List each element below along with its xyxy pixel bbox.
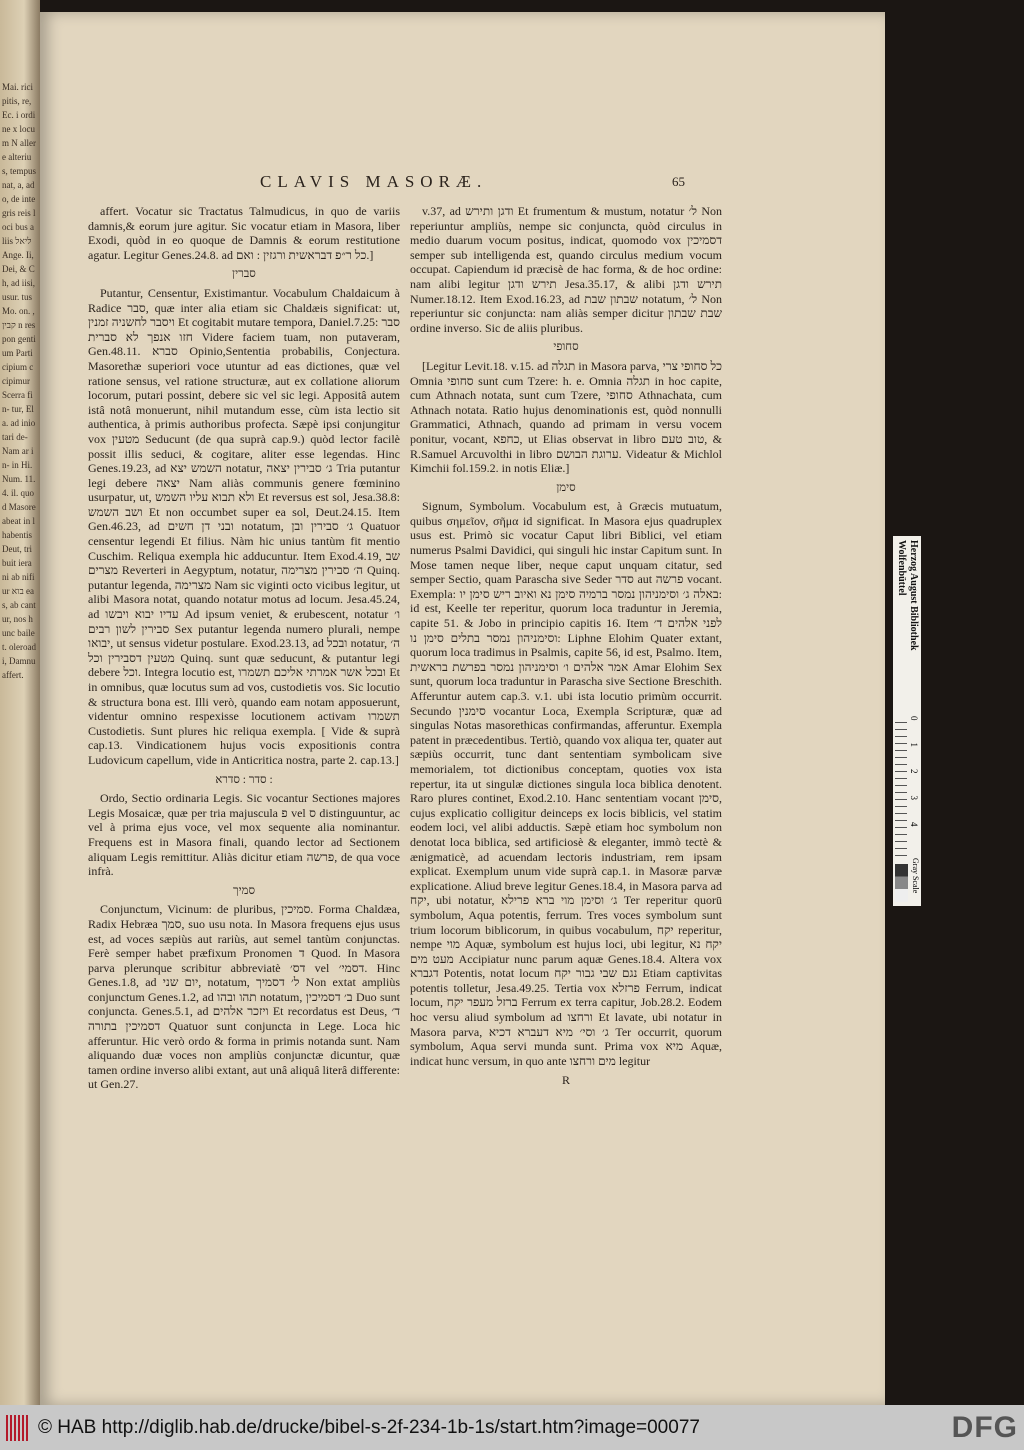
book-page <box>40 12 885 1405</box>
scale-city: Wolfenbüttel <box>896 540 907 596</box>
facing-page-edge <box>0 0 40 1405</box>
scale-institution <box>895 540 919 651</box>
ruler-numbers <box>909 716 919 849</box>
entry-heading: סמיך <box>232 884 256 897</box>
entry-heading: סחופי <box>553 341 579 354</box>
left-column <box>88 204 400 1097</box>
facing-page-fragments: Mai. ricipitis, re, Ec. i ordine x locum N allere alterius, tempus nat, a, ad o, de integris reis loci bus aliis ליאל Ange. Ii, Dei, & Ch, ad iisi, usur. tus Mo. on. ,קבין n respon gentium Participium ccipimur Scerra fin- tur, Ela. ad iniotari de- Nam ar in- in Hi. Num. 11.4. il. quod Masore abeat in l habentis Deut, tribuit ierani ab nifi ur בוא eas, ab cantur, nos hunc bailet. oleroad i, Damnu affert. <box>2 82 36 680</box>
paragraph: affert. Vocatur sic Tractatus Talmudicus, in quo de variis damnis,& eorum jure agitur. Sic vocatur etiam in Masora, liber Exodi, quòd in eo quoque de Damnis & eorum restitutione agatur. Legitur Genes.24.8. ad כל ר״פ דבראשית ורגזין : ואם.] <box>88 204 400 262</box>
ruler-number: 1 <box>909 742 919 769</box>
signature-mark: R <box>561 1073 570 1088</box>
ruler-number: 2 <box>909 769 919 796</box>
hab-logo-icon <box>6 1415 30 1441</box>
page-number: 65 <box>672 174 685 189</box>
gray-scale-label: Gray Scale <box>911 858 920 894</box>
paragraph: Ordo, Sectio ordinaria Legis. Sic vocantur Sectiones majores Legis Mosaicæ, quæ per tria majuscula פ vel ס distinguuntur, ac vel à prima ejus voce, vel mox sequente alia nominantur. Frequens est in Masora finali, quando lector ad Sectionem aliquam Legis remittitur. Aliàs dicitur etiam פרשה, de qua voce infrà. <box>88 791 400 879</box>
paragraph: Putantur, Censentur, Existimantur. Vocabulum Chaldaicum à Radice סבר, quæ inter alia etiam sic Chaldæis significat: ut, ויסבר לחשניה זמנין Et cogitabit mutare tempora, Daniel.7.25: סבר חזו אנפך לא סברית Videre faciem tuam, non putaveram, Gen.48.11. סברא Opinio,Sententia probabilis, Conjectura. Masorethæ superiori voce utuntur ad eas dictiones, quæ vel ratione sensus, vel ratione structuræ, aut ex collatione aliorum locorum, putari possint, debere sic vel sic legi. Appositâ autem istâ notâ monuerunt, nihil mutandum esse, cùm ista lectio sit authentica, à primis authoribus profecta. Sæpè ipsi conjungitur vox מטעין Seducunt (de qua suprà cap.9.) quòd lector facilè possit illis seduci, & cogitare, aliter esse legendas. Hinc Genes.19.23, ad השמש יצא notatur, ג׳ סבירין יצאה Tria putantur legi debere יצאה Nam aliàs communis genere fœminino usurpatur, ut, ולא תבוא עליו השמש Et reversus est sol, Jesa.38.8: ושב השמש Et non occumbet super ea sol, Deut.24.15. Item Gen.46.23, ad ובני דן חשים notatum, ג׳ סבירין ובן Quatuor censentur legendi Et filius. Nàm hic unius tantùm fit mentio Cuschim. Reliqua exempla hic adducuntur. Item Exod.4.19, שב מצרים Reverteri in Aegyptum, notatur, ה׳ סבירין מצרימה Quinq. putantur legenda, מצרימה Nam sic viginti octo vicibus legitur, ut alibi Masora notat, quando notatur motus ad locum. Jesa.45.24, ad עדיו יבוא ויבשו Ad ipsum veniet, & erubescent, notatur ו׳ סבירין לשון רבים Sex putantur legenda numero plurali, nempe יבואו, ut sensus videtur postulare. Exod.23.13, ad ובכל notatur, ה׳ מטעין דסבירין וכל Quinq. sunt quæ seducunt, & putantur legi debere וכל. Integra locutio est, ובכל אשר אמרתי אליכם תשמרו Et in omnibus, quæ locutus sum ad vos, custodietis vos. Sic locutio & structura bona est. Illi verò, quando eam notam apposuerunt, videntur omnino respexisse locutionem activam תשמרו Custodietis. Sunt plures hic reliqua exempla. [ Vide & suprà cap.13. Vindicationem hujus vocis expositionis contra Ludovicum capellum, vide in Anticritica nostra, parte 2. cap.13.] <box>88 285 401 767</box>
paragraph: Signum, Symbolum. Vocabulum est, à Græcis mutuatum, quibus σημεῖον, σῆμα id significat. In Masora ejus quadruplex usus est. Primò sic vocatur Caput libri Biblici, vel etiam numerus Psalmi Davidici, qui singuli hic instar Capitum sunt. In Mose tamen neque liber, neque caput unquam citatur, sed semper Sectio, quam Parascha sive Seder סדר aut פרשה vocant. Exempla: באלה ג׳ וסימניהון נמסר ברמיה סימן נא ואיוב ריש סימן יו: id est, Keelle ter reperitur, quorum loca traduntur in Jeremia, capite 51. & Jobo in principio capitis 16. Item לפני אלהים ד׳ וסימניהון נמסר בתלים סימן נו: Liphne Elohim Quater extant, quorum loca tradimus in Psalmis, capite 56, id est, Psalmo. Item, אמר אלהים ו׳ וסימניהון נמסר בפרשת בראשית Amar Elohim Sex sunt, quorum loca traduntur in Parascha sive Sectione Breschith. Afferuntur autem cap.3. v.1. ubi ista locutio primùm occurrit. Secundo סימנין vocantur Loca, Exempla Scripturæ, quæ ad singulas Notas masorethicas confirmandas, afferuntur. Exempla patent in præcedentibus. Tertiò, quando vox aliqua ter, quater aut sæpiùs occurrit, tunc dant sententiam symbolicam sive memorialem, tot dictionibus conceptam, quoties vox ista repertur, ita ut singulæ dictiones singula loca biblica denotent. Raro plures continet, Exod.2.10. Hanc sententiam vocant סימן, cujus explicatio colligitur deinceps ex locis biblicis, vel statim eodem loci, vel alibi adductis. Sæpè etiam hoc symbolum non denotat loca biblica, sed artificiosè & eleganter, immò tectè & ænigmaticè, ad acuendam lectoris industriam, rem ipsam explicat. Exemplum unum vide suprà cap.1. in Masoræ parvæ explicatione. Aliud breve legitur Genes.18.4, in Masora parva ad יקח, ubi notatur, ג׳ וסימן מוי ברא פרילא Ter reperitur quorū symbolum, Aqua potentis, ferrum. Tres voces symbolum sunt trium locorum biblicorum, in quibus vocabulum, יקח reperitur, nempe מוי Aquæ, symbolum est hujus loci, ubi legitur, יקח נא מעט מים Accipiatur nunc parum aquæ Genes.18.4. Altera vox דגברא Potentis, notat locum נגם שבי גבור יקח Etiam captivitas potentis tolletur, Jesa.49.25. Tertia vox פרזלא Ferrum, indicat locum, ברזל מעפר יקח Ferrum ex terra capitur, Job.28.2. Eodem hoc versu aliud symbolum ad ורחצו Et lavate, ubi notatur in Masora parva, ג׳ וסי׳ מיא דעברא דכיא Ter occurrit, quorum symbolum, Aqua servi munda sunt. Prima vox מיא Aquæ, indicat hunc versum, in quo ante מים ורחצו legitur <box>410 499 723 1068</box>
entry-heading: סימן <box>556 481 576 494</box>
paragraph: [Legitur Levit.18. v.15. ad תגלה in Masora parva, כל סחופי צרי Omnia סחופי sunt cum Tzere: h. e. Omnia תגלה in hoc capite, cum Athnach notata, sunt cum Tzere, סחופי Athnachata, cum Athnach notata. Ratio hujus denominationis est, quòd nonnulli Grammatici, Athnach, quando ad primam in versu vocem ponitur, vocant, כחפא, ut Elias observat in libro טוב טעם, & R.Samuel Arcuvolthi in libro ערוגת הבושם. Videatur & Michlol Kimchii fol.159.2. in notis Eliæ.] <box>410 358 723 476</box>
scale-institution-name: Herzog August Bibliothek <box>908 540 919 651</box>
color-scale-ruler <box>893 536 921 906</box>
dfg-logo: DFG <box>951 1410 1018 1444</box>
paragraph: v.37, ad ודגן ותירש Et frumentum & mustum, notatur ל׳ Non reperiuntur ampliùs, nempe sic conjuncta, quòd circulus in medio duarum vocum positus, indicat, quomodo vox דסמיכין semper sub intelligenda est, quando circulus medium vocum occupat. Capiendum id præcisè de hac forma, & de hoc ordine: nam alibi legitur תירש ודגן Jesa.35.17, & alibi תירש ודגן Numer.18.12. Item Exod.16.23, ad שבתון שבת notatum, ל׳ Non reperiuntur sic conjuncta: nam aliàs semper dicitur שבת שבתון ordine inverso. Sic de aliis pluribus. <box>410 204 723 335</box>
ruler-number: 4 <box>909 822 919 849</box>
ruler-number: 0 <box>909 716 919 743</box>
right-column <box>410 204 722 1088</box>
entry-heading: סדר : סדרא : <box>215 773 273 786</box>
gray-patches <box>895 864 908 902</box>
ruler-ticks <box>895 716 907 856</box>
copyright-url: © HAB http://diglib.hab.de/drucke/bibel-s-2f-234-1b-1s/start.htm?image=00077 <box>38 1416 700 1438</box>
running-header: CLAVIS MASORÆ. <box>260 172 488 191</box>
ruler-number: 3 <box>909 795 919 822</box>
entry-heading: סברין <box>232 268 256 281</box>
footer-bar <box>0 1405 1024 1450</box>
paragraph: Conjunctum, Vicinum: de pluribus, סמיכין. Forma Chaldæa, Radix Hebræa סמך, suo usu nota. In Masora frequens ejus usus est, ad voces sæpiùs aut rariùs, aut semel tantùm conjunctas. Ferè semper habet præfixum Pronomen ד Quod. In Masora parva plerunque scribitur abbreviatè דס׳ vel דסמי׳. Hinc Genes.1.8, ad יום שני, notatum, ל׳ דסמיך Non extat ampliùs conjunctum Genes.1.2, ad תהו ובהו notatum, ב׳ דסמיכין Duo sunt conjuncta. Genes.5.1, ad ויזכר אלהים Et recordatus est Deus, ד׳ דסמיכין בתורה Quatuor sunt conjuncta in Lege. Loca hic afferuntur. Hic verò ordo & forma in primis notanda sunt. Nam aliquando duæ voces non ampliùs conjunctæ dicuntur, quæ tamen ordine inverso alibi extant, aut unâ aliquâ literâ differente: ut Gen.27. <box>88 902 401 1092</box>
